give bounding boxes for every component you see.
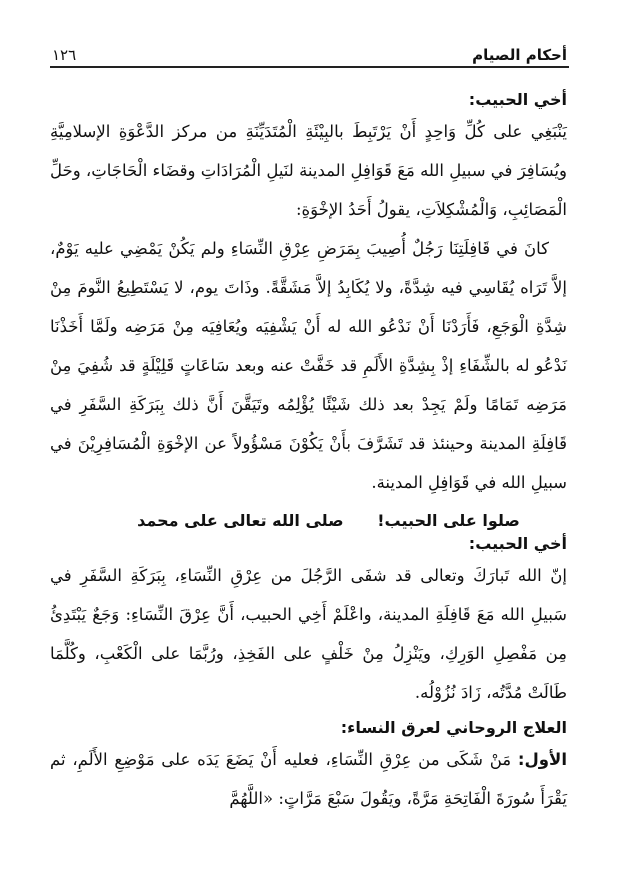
page-number: ١٢٦	[52, 46, 77, 64]
section-heading: أخي الحبيب:	[468, 90, 567, 109]
paragraph-lead: الأول:	[517, 750, 567, 769]
header-divider	[50, 66, 569, 68]
paragraph	[50, 740, 567, 818]
paragraph: يَنْبَغِي على كُلِّ وَاحِدٍ أَنْ يَرْتَبِطَ بالبِيْئَةِ الْمُتَدَيِّنَةِ من مركز الدَّعْوَةِ الإسلامِيَّةِ ويُسَافِرَ في سبيلِ الله مَعَ قَوَافِلِ المدينة لنَيلِ الْمُرَادَاتِ وقضَاء الْحَاجَاتِ، وحَلِّ الْمَصَائِبِ، وَالْمُشْكِلاَتِ، يقولُ أَحَدُ الإخْوَةِ:	[50, 122, 567, 219]
section-heading: العلاج الروحاني لعرق النساء:	[340, 718, 567, 737]
page-content	[50, 88, 567, 818]
salutation-call: صلوا على الحبيب!	[377, 511, 520, 530]
paragraph-text: مَنْ شَكَى من عِرْقِ النِّسَاءِ، فعليه أَنْ يَضَعَ يَدَه على مَوْضِعِ الأَلَمِ، ثم يَقْرَأَ سُورَةَ الْفَاتِحَةِ مَرَّةً، ويَقُولَ سَبْعَ مَرَّاتٍ: «اللَّهُمَّ	[50, 750, 567, 808]
salutation-line	[50, 510, 567, 532]
paragraph: إنّ الله تَبارَكَ وتعالى قد شفَى الرَّجُلَ من عِرْقِ النِّسَاءِ، بِبَرَكَةِ السَّفَرِ في سَبيلِ الله مَعَ قَافِلَةِ المدينة، واعْلَمْ أَخِي الحبيب، أَنَّ عِرْقَ النِّسَاءِ: وَجَعٌ يَبْتَدِئُ مِن مَفْصِلِ الوَرِكِ، ويَنْزِلُ مِنْ خَلْفٍ على الفَخِذِ، ورُبَّمَا على الْكَعْبِ، وكُلَّمَا طَالَتْ مُدَّتُه، زَادَ نُزُوْلُه.	[50, 566, 567, 702]
paragraph: كانَ في قَافِلَتِنَا رَجُلٌ أُصِيبَ بِمَرَضِ عِرْقِ النِّسَاءِ ولم يَكُنْ يَمْضِي عليه يَوْمٌ، إلاَّ تَرَاه يُقَاسِي فيه شِدَّةً، ولا يُكَابِدُ إلاَّ مَشَقَّةً. وذَاتَ يوم، لا يَسْتَطِيعُ النَّومَ مِنْ شِدَّةِ الْوَجَعِ، فَأَرَدْنَا أَنْ نَدْعُو الله له أَنْ يَشْفِيَه ويُعَافِيَه مِنْ مَرَضِه ولَمَّا أَخَذْنَا نَدْعُو له بالشِّفَاءِ إذْ بِشِدَّةِ الأَلَمِ قد خَفَّتْ عنه وبعد سَاعَاتٍ قَلِيْلَةٍ قد شُفِيَ مِنْ مَرَضِه تَمَامًا ولَمْ يَجِدْ بعد ذلك شَيْئًا يُؤْلِمُه وتَيَقَّنَ أَنَّ ذلك بِبَرَكَةِ السَّفَرِ في قَافِلَةِ المدينة وحينئذ قد تَشَرَّفَ بأَنْ يَكُوْنَ مَسْؤُولاً عن الإخْوَةِ الْمُسَافِرِيْنَ في سبيلِ الله في قَوَافِلِ المدينة.	[50, 239, 567, 492]
salutation-response: صلى الله تعالى على محمد	[137, 511, 344, 530]
page-header	[52, 38, 567, 64]
header-title: أحكام الصيام	[472, 46, 567, 64]
section-heading: أخي الحبيب:	[468, 534, 567, 553]
